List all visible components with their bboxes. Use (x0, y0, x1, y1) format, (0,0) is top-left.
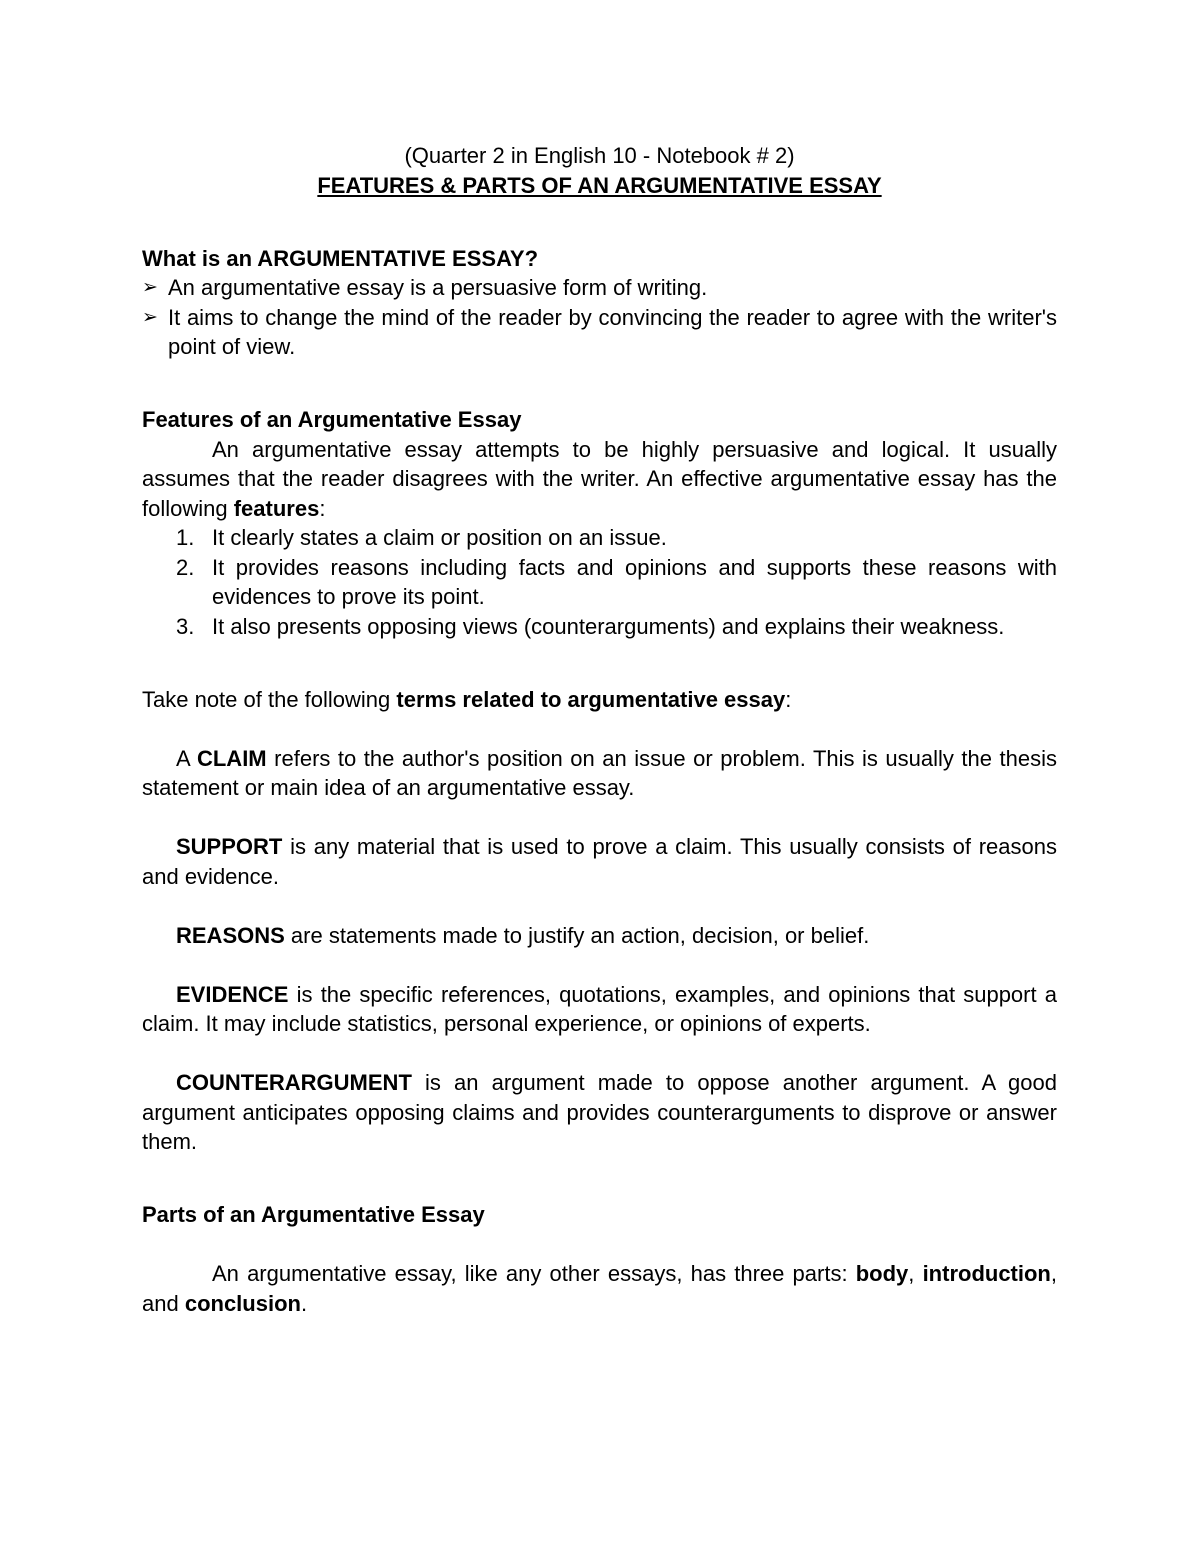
list-item (142, 523, 1057, 553)
features-bold-word: features (233, 495, 320, 521)
term-support-paragraph: SUPPORT is any material that is used to prove a claim. This usually consists of reasons and evidence. (142, 834, 1057, 889)
term-evidence: EVIDENCE (176, 981, 289, 1007)
bullet-text: It aims to change the mind of the reader by convincing the reader to agree with the writer's point of view. (168, 304, 1057, 359)
terms-bold-phrase: terms related to argumentative essay (396, 686, 786, 712)
list-item (142, 553, 1057, 612)
list-item (142, 612, 1057, 642)
terms-intro-paragraph: Take note of the following terms related to argumentative essay: (142, 686, 792, 712)
term-claim: CLAIM (196, 745, 267, 771)
section-heading-what-is: What is an ARGUMENTATIVE ESSAY? (142, 245, 539, 271)
document-title: FEATURES & PARTS OF AN ARGUMENTATIVE ESSAY (317, 172, 882, 198)
term-evidence-paragraph: EVIDENCE is the specific references, quotations, examples, and opinions that support a claim. It may include statistics, personal experience, or opinions of experts. (142, 981, 1057, 1036)
list-number: 2. (176, 554, 195, 580)
bullet-item (142, 273, 1057, 303)
term-counterargument-paragraph: COUNTERARGUMENT is an argument made to oppose another argument. A good argument anticipates opposing claims and provides counterarguments to disprove or answer them. (142, 1070, 1057, 1154)
bullet-text: An argumentative essay is a persuasive form of writing. (168, 275, 708, 300)
term-reasons-paragraph: REASONS are statements made to justify an action, decision, or belief. (176, 922, 870, 948)
term-claim-paragraph: A CLAIM refers to the author's position on an issue or problem. This is usually the thesis statement or main idea of an argumentative essay. (142, 745, 1057, 800)
definition-bullet-list (142, 273, 1057, 362)
part-conclusion: conclusion (184, 1290, 301, 1316)
term-support: SUPPORT (176, 834, 283, 859)
term-reasons: REASONS (176, 922, 285, 948)
list-item-text: It also presents opposing views (counterarguments) and explains their weakness. (212, 613, 1005, 639)
term-counterargument: COUNTERARGUMENT (176, 1070, 412, 1095)
list-number: 1. (176, 525, 195, 550)
bullet-item (142, 303, 1057, 362)
features-numbered-list (142, 523, 1057, 641)
part-body: body (855, 1261, 909, 1286)
features-intro-paragraph: An argumentative essay attempts to be highly persuasive and logical. It usually assumes that the reader disagrees with the writer. An effective argumentative essay has the following features: (142, 436, 1057, 521)
document-page (142, 141, 1057, 1318)
list-number: 3. (176, 613, 195, 639)
arrowhead-bullet-icon: ➢ (142, 276, 158, 298)
part-introduction: introduction (922, 1261, 1051, 1286)
document-subtitle: (Quarter 2 in English 10 - Notebook # 2) (404, 143, 795, 168)
parts-paragraph: An argumentative essay, like any other essays, has three parts: body, introduction, and conclusion. (142, 1261, 1057, 1316)
section-heading-parts: Parts of an Argumentative Essay (142, 1202, 485, 1227)
arrowhead-bullet-icon: ➢ (142, 305, 158, 328)
section-heading-features: Features of an Argumentative Essay (142, 407, 522, 432)
list-item-text: It clearly states a claim or position on an issue. (212, 525, 667, 550)
list-item-text: It provides reasons including facts and opinions and supports these reasons with evidences to prove its point. (212, 554, 1057, 609)
